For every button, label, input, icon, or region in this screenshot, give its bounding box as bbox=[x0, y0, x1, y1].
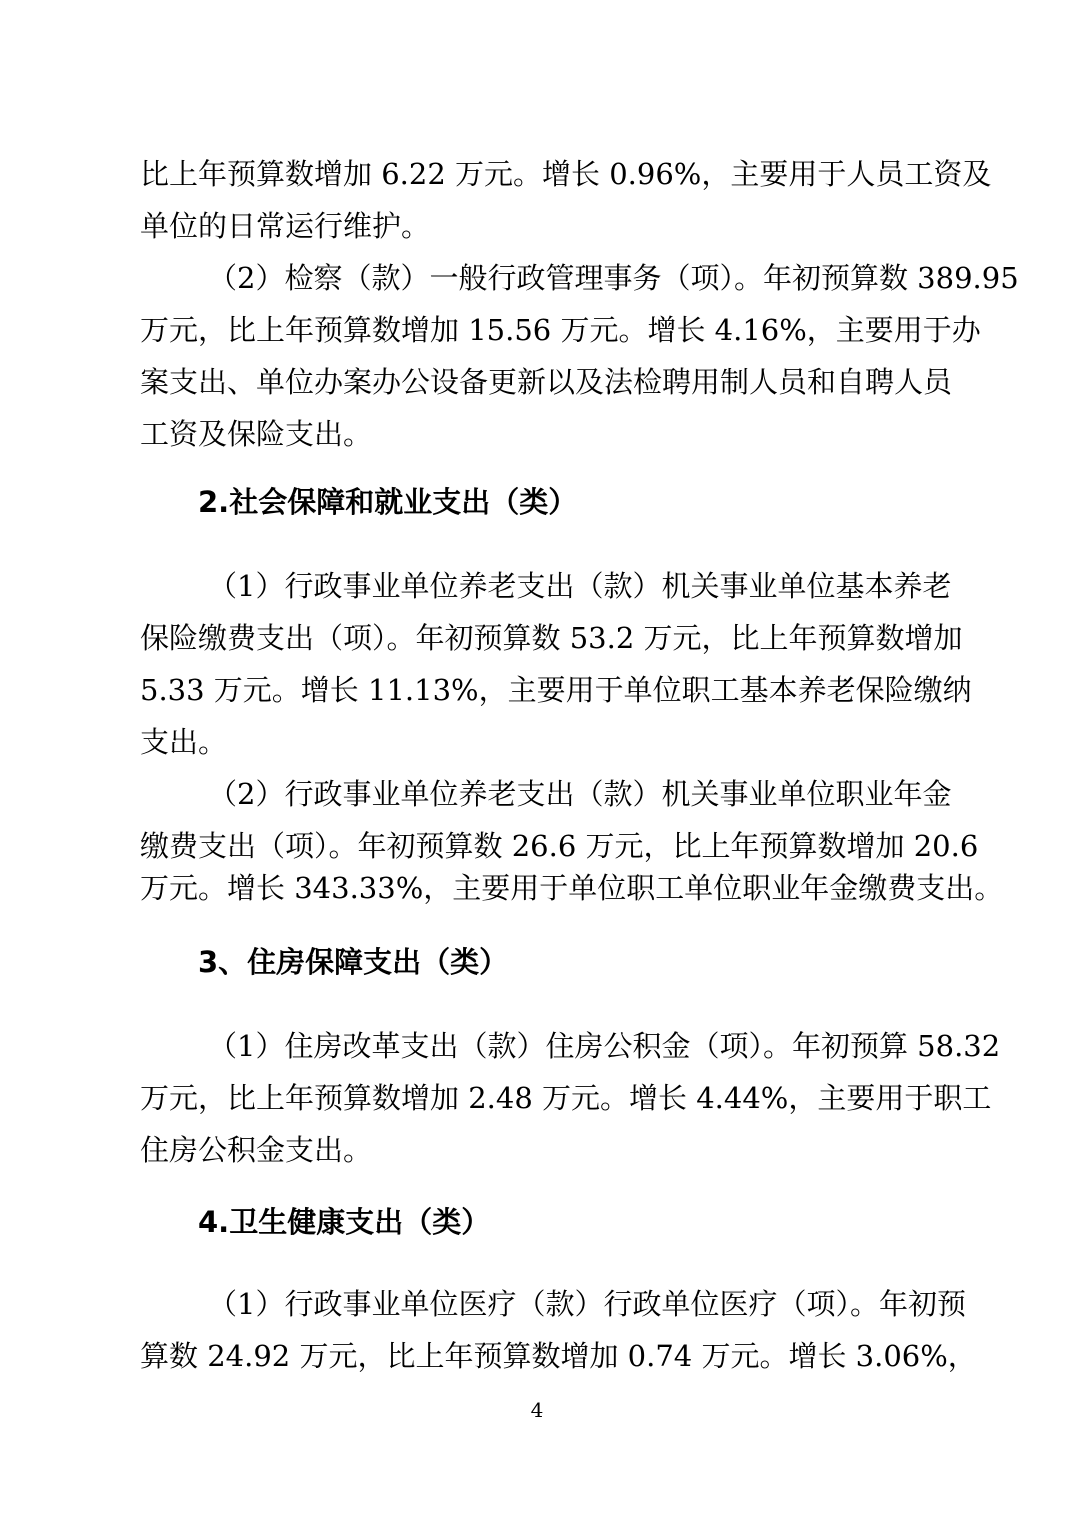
body-line: （1）住房改革支出（款）住房公积金（项）。年初预算 58.32 bbox=[208, 1029, 1001, 1063]
body-line: 比上年预算数增加 6.22 万元。增长 0.96%，主要用于人员工资及 bbox=[140, 157, 992, 191]
page-number: 4 bbox=[530, 1398, 544, 1422]
body-line: 算数 24.92 万元，比上年预算数增加 0.74 万元。增长 3.06%， bbox=[140, 1339, 977, 1373]
body-line: 支出。 bbox=[140, 725, 228, 759]
body-line: （2）行政事业单位养老支出（款）机关事业单位职业年金 bbox=[208, 777, 952, 811]
body-line: 万元。增长 343.33%，主要用于单位职工单位职业年金缴费支出。 bbox=[140, 871, 1004, 905]
body-line: 工资及保险支出。 bbox=[140, 417, 373, 451]
body-line: （1）行政事业单位医疗（款）行政单位医疗（项）。年初预 bbox=[208, 1287, 966, 1321]
body-line: 万元，比上年预算数增加 2.48 万元。增长 4.44%，主要用于职工 bbox=[140, 1081, 992, 1115]
body-line: 缴费支出（项）。年初预算数 26.6 万元，比上年预算数增加 20.6 bbox=[140, 829, 979, 863]
section-heading: 2.社会保障和就业支出（类） bbox=[198, 485, 578, 519]
body-line: 5.33 万元。增长 11.13%，主要用于单位职工基本养老保险缴纳 bbox=[140, 673, 972, 707]
body-line: 万元，比上年预算数增加 15.56 万元。增长 4.16%，主要用于办 bbox=[140, 313, 981, 347]
section-heading: 4.卫生健康支出（类） bbox=[198, 1205, 491, 1239]
body-line: 住房公积金支出。 bbox=[140, 1133, 373, 1167]
body-line: （1）行政事业单位养老支出（款）机关事业单位基本养老 bbox=[208, 569, 952, 603]
body-line: （2）检察（款）一般行政管理事务（项）。年初预算数 389.95 bbox=[208, 261, 1019, 295]
section-heading: 3、住房保障支出（类） bbox=[198, 945, 509, 979]
body-line: 案支出、单位办案办公设备更新以及法检聘用制人员和自聘人员 bbox=[140, 365, 953, 399]
body-line: 保险缴费支出（项）。年初预算数 53.2 万元，比上年预算数增加 bbox=[140, 621, 963, 655]
body-line: 单位的日常运行维护。 bbox=[140, 209, 431, 243]
